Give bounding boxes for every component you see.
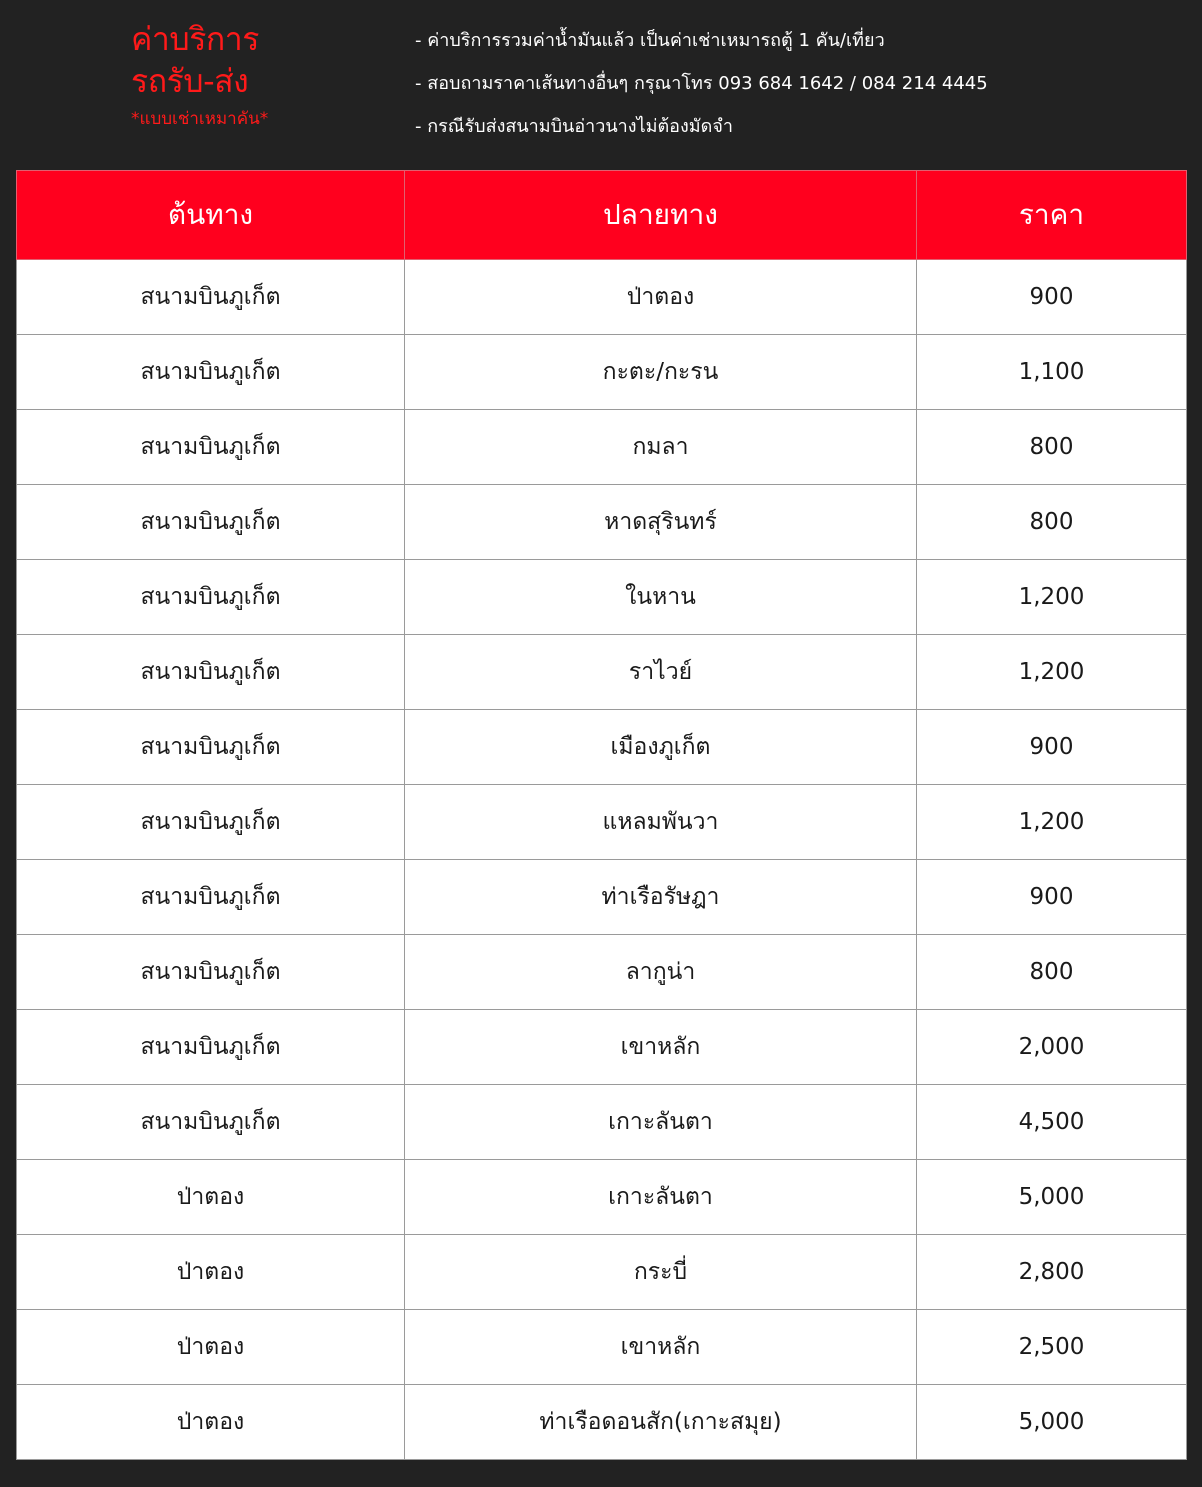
cell-price: 1,200 xyxy=(917,560,1187,635)
column-header-price: ราคา xyxy=(917,171,1187,260)
table-row xyxy=(17,635,1187,710)
cell-price: 900 xyxy=(917,260,1187,335)
cell-price: 2,000 xyxy=(917,1010,1187,1085)
table-row xyxy=(17,260,1187,335)
table-row xyxy=(17,1085,1187,1160)
table-row xyxy=(17,935,1187,1010)
table-row xyxy=(17,560,1187,635)
cell-origin: สนามบินภูเก็ต xyxy=(17,635,405,710)
table-row xyxy=(17,1235,1187,1310)
table-row xyxy=(17,860,1187,935)
table-row xyxy=(17,785,1187,860)
cell-destination: กะตะ/กะรน xyxy=(405,335,917,410)
cell-price: 900 xyxy=(917,860,1187,935)
notes xyxy=(415,27,988,156)
table-row xyxy=(17,1160,1187,1235)
cell-destination: เกาะลันตา xyxy=(405,1160,917,1235)
cell-price: 2,500 xyxy=(917,1310,1187,1385)
cell-destination: กมลา xyxy=(405,410,917,485)
cell-origin: ป่าตอง xyxy=(17,1235,405,1310)
note-no-deposit: - กรณีรับส่งสนามบินอ่าวนางไม่ต้องมัดจำ xyxy=(415,116,733,137)
table-row xyxy=(17,1385,1187,1460)
cell-origin: สนามบินภูเก็ต xyxy=(17,710,405,785)
cell-destination: เขาหลัก xyxy=(405,1310,917,1385)
table-row xyxy=(17,1310,1187,1385)
table-row xyxy=(17,410,1187,485)
cell-price: 5,000 xyxy=(917,1385,1187,1460)
column-header-destination: ปลายทาง xyxy=(405,171,917,260)
cell-destination: ท่าเรือรัษฎา xyxy=(405,860,917,935)
table-row xyxy=(17,710,1187,785)
price-table xyxy=(16,170,1187,1460)
cell-origin: ป่าตอง xyxy=(17,1160,405,1235)
title-line-1: ค่าบริการ xyxy=(131,20,259,58)
cell-price: 800 xyxy=(917,485,1187,560)
cell-destination: กระบี่ xyxy=(405,1235,917,1310)
cell-destination: ในหาน xyxy=(405,560,917,635)
table-row xyxy=(17,1010,1187,1085)
cell-origin: สนามบินภูเก็ต xyxy=(17,335,405,410)
cell-price: 1,200 xyxy=(917,635,1187,710)
cell-destination: แหลมพันวา xyxy=(405,785,917,860)
table-row xyxy=(17,335,1187,410)
cell-price: 1,100 xyxy=(917,335,1187,410)
cell-destination: ราไวย์ xyxy=(405,635,917,710)
table-header-row xyxy=(17,171,1187,260)
cell-destination: หาดสุรินทร์ xyxy=(405,485,917,560)
note-contact-phone: - สอบถามราคาเส้นทางอื่นๆ กรุณาโทร 093 684 1642 / 084 214 4445 xyxy=(415,73,988,94)
table-row xyxy=(17,485,1187,560)
subtitle: *แบบเช่าเหมาคัน* xyxy=(131,109,269,129)
cell-destination: เมืองภูเก็ต xyxy=(405,710,917,785)
cell-destination: ท่าเรือดอนสัก(เกาะสมุย) xyxy=(405,1385,917,1460)
cell-origin: สนามบินภูเก็ต xyxy=(17,560,405,635)
cell-origin: สนามบินภูเก็ต xyxy=(17,1010,405,1085)
cell-destination: เกาะลันตา xyxy=(405,1085,917,1160)
cell-origin: สนามบินภูเก็ต xyxy=(17,785,405,860)
cell-origin: สนามบินภูเก็ต xyxy=(17,260,405,335)
cell-price: 5,000 xyxy=(917,1160,1187,1235)
cell-price: 4,500 xyxy=(917,1085,1187,1160)
cell-origin: สนามบินภูเก็ต xyxy=(17,485,405,560)
cell-origin: สนามบินภูเก็ต xyxy=(17,1085,405,1160)
table-body xyxy=(17,260,1187,1460)
title-line-2: รถรับ-ส่ง xyxy=(131,62,249,100)
cell-price: 2,800 xyxy=(917,1235,1187,1310)
cell-origin: ป่าตอง xyxy=(17,1385,405,1460)
cell-origin: สนามบินภูเก็ต xyxy=(17,935,405,1010)
title-block xyxy=(131,18,391,130)
note-service-included: - ค่าบริการรวมค่าน้ำมันแล้ว เป็นค่าเช่าเหมารถตู้ 1 คัน/เที่ยว xyxy=(415,30,885,51)
cell-origin: สนามบินภูเก็ต xyxy=(17,860,405,935)
cell-destination: ลากูน่า xyxy=(405,935,917,1010)
cell-destination: เขาหลัก xyxy=(405,1010,917,1085)
cell-destination: ป่าตอง xyxy=(405,260,917,335)
cell-price: 800 xyxy=(917,935,1187,1010)
cell-origin: สนามบินภูเก็ต xyxy=(17,410,405,485)
header xyxy=(0,0,1202,170)
cell-price: 800 xyxy=(917,410,1187,485)
cell-price: 900 xyxy=(917,710,1187,785)
cell-price: 1,200 xyxy=(917,785,1187,860)
column-header-origin: ต้นทาง xyxy=(17,171,405,260)
cell-origin: ป่าตอง xyxy=(17,1310,405,1385)
